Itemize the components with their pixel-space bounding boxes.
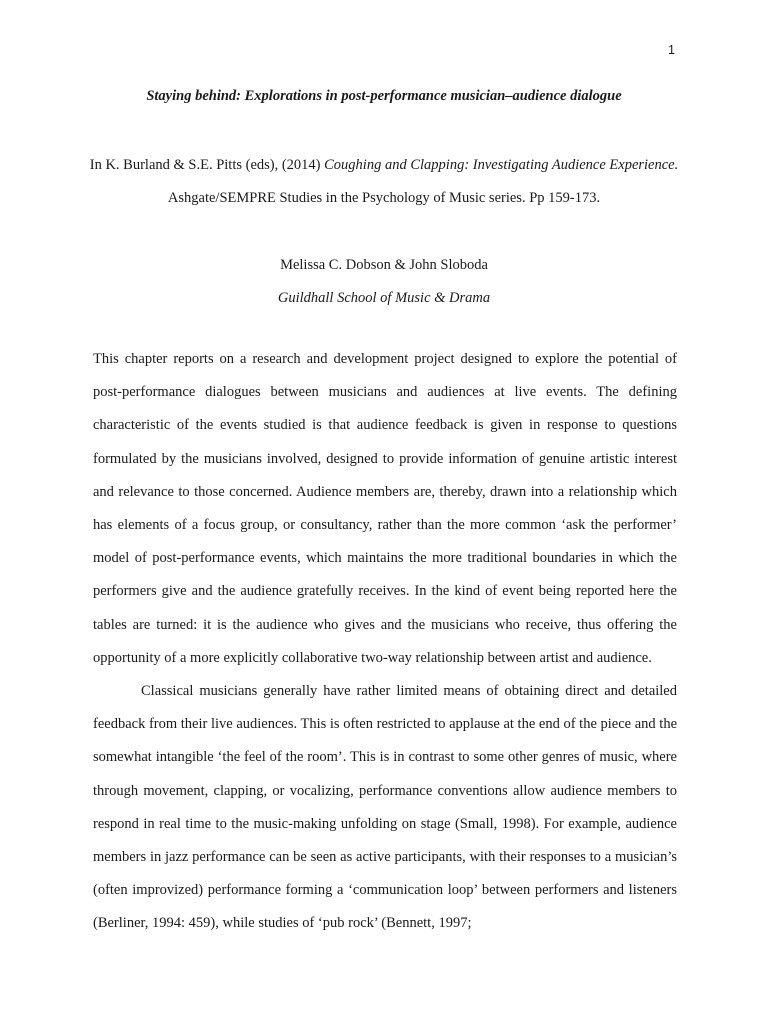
author-block	[0, 249, 768, 315]
page-number: 1	[668, 43, 675, 57]
citation-book-title: Coughing and Clapping: Investigating Audience Experience.	[324, 157, 679, 173]
citation	[0, 149, 768, 215]
affiliation: Guildhall School of Music & Drama	[277, 290, 491, 306]
authors: Melissa C. Dobson & John Sloboda	[280, 257, 488, 273]
document-title: Staying behind: Explorations in post-performance musician–audience dialogue	[146, 88, 622, 104]
paragraph: Classical musicians generally have rather limited means of obtaining direct and detailed feedback from their live audiences. This is often restricted to applause at the end of the piece and the somewhat intangible ‘the feel of the room’. This is in contrast to some other genres of music, where through movement, clapping, or vocalizing, performance conventions allow audience members to respond in real time to the music-making unfolding on stage (Small, 1998). For example, audience members in jazz performance can be seen as active participants, with their responses to a musician’s (often improvized) performance forming a ‘communication loop’ between performers and listeners (Berliner, 1994: 459), while studies of ‘pub rock’ (Bennett, 1997;	[93, 683, 677, 932]
citation-prefix: In K. Burland & S.E. Pitts (eds), (2014)	[89, 157, 321, 173]
citation-line-1	[0, 149, 768, 182]
body-text	[93, 343, 677, 941]
citation-series: Ashgate/SEMPRE Studies in the Psychology of Music series. Pp 159-173.	[167, 190, 601, 206]
paragraph: This chapter reports on a research and development project designed to explore the potential of post-performance dialogues between musicians and audiences at live events. The defining characteristic of the events studied is that audience feedback is given in response to questions formulated by the musicians involved, designed to provide information of genuine artistic interest and relevance to those concerned. Audience members are, thereby, drawn into a relationship which has elements of a focus group, or consultancy, rather than the more common ‘ask the performer’ model of post-performance events, which maintains the more traditional boundaries in which the performers give and the audience gratefully receives. In the kind of event being reported here the tables are turned: it is the audience who gives and the musicians who receive, thus offering the opportunity of a more explicitly collaborative two-way relationship between artist and audience.	[93, 351, 677, 666]
